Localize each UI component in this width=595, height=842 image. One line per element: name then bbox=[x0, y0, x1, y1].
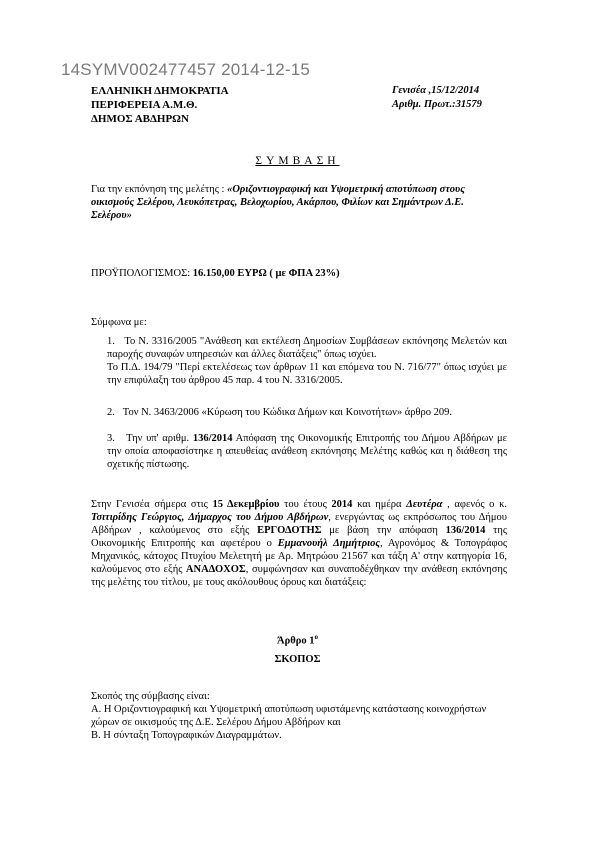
header-line-country: ΕΛΛΗΝΙΚΗ ΔΗΜΟΚΡΑΤΙΑ bbox=[91, 85, 229, 97]
purpose-item-b: Β. Η σύνταξη Τοπογραφικών Διαγραμμάτων. bbox=[91, 730, 282, 741]
item-number: 3. bbox=[107, 433, 115, 444]
header-line-region: ΠΕΡΙΦΕΡΕΙΑ Α.Μ.Θ. bbox=[91, 99, 198, 111]
article-ordinal: ο bbox=[314, 633, 318, 641]
subject-prefix: Για την εκπόνηση της μελέτης : bbox=[91, 184, 228, 195]
contract-date: 15 Δεκεμβρίου bbox=[212, 499, 280, 510]
budget-line bbox=[91, 267, 507, 280]
legal-basis-item bbox=[107, 432, 507, 471]
item-text: Το Ν. 3316/2005 "Ανάθεση και εκτέλεση Δημοσίων Συμβάσεων εκπόνησης Μελετών και παροχής συναφών υπηρεσιών και άλλες διατάξεις" όπως ισχύει. bbox=[107, 336, 508, 360]
item-number: 1. bbox=[107, 336, 115, 347]
purpose-item-a: Α. Η Οριζοντιογραφική και Υψομετρική αποτύπωση υφιστάμενης κατάστασης κοινοχρήστων χώρων σε οικισμούς της Δ.Ε. Σελέρου Δήμου Αβδήρων και bbox=[91, 704, 487, 728]
item-text-post: Απόφαση της Οικονομικής Επιτροπής του Δήμου Αβδήρων με την οποία αποφασίστηκε η απευθείας ανάθεση εκπόνησης Μελέτης καθώς και η διάθεση της σχετικής πίστωσης. bbox=[107, 433, 508, 470]
contract-subject bbox=[91, 183, 507, 222]
budget-label: ΠΡΟΫΠΟΛΟΓΙΣΜΟΣ: bbox=[91, 268, 193, 279]
article-heading: ΣΚΟΠΟΣ bbox=[274, 654, 321, 665]
text-run: και ημέρα bbox=[352, 499, 407, 510]
text-run: της Οικονομικής Επιτροπής και αφετέρου ο bbox=[91, 525, 507, 549]
decision-number: 136/2014 bbox=[445, 525, 486, 536]
article-number bbox=[0, 633, 595, 647]
contract-weekday: Δευτέρα bbox=[406, 499, 443, 510]
contract-year: 2014 bbox=[331, 499, 353, 510]
item-text-pre: Την υπ' αριθμ. bbox=[126, 433, 193, 444]
issuer-header bbox=[91, 84, 229, 126]
decision-number: 136/2014 bbox=[192, 433, 233, 444]
employer-role: ΕΡΓΟΔΟΤΗΣ bbox=[257, 525, 322, 536]
purpose-intro: Σκοπός της σύμβασης είναι: bbox=[91, 691, 210, 702]
text-run: , ενεργώντας ως εκπρόσωπος του Δήμου Αβδήρων , καλούμενος στο εξής bbox=[91, 512, 507, 536]
purpose-section bbox=[91, 690, 507, 742]
document-id-stamp: 14SYMV002477457 2014-12-15 bbox=[61, 60, 311, 79]
item-text-continued: Το Π.Δ. 194/79 "Περί εκτελέσεως των άρθρων 11 και επόμενα του Ν. 716/77" όπως ισχύει με την επιφύλαξη του άρθρου 45 παρ. 4 του Ν. 3316/2005. bbox=[107, 362, 507, 386]
text-run: Στην Γενισέα σήμερα στις bbox=[91, 499, 213, 510]
protocol-number: Αριθμ. Πρωτ.:31579 bbox=[392, 99, 482, 110]
text-run: , Αγρονόμος & Τοπογράφος Μηχανικός, κάτοχος Πτυχίου Μελετητή με Αρ. Μητρώου 21567 και τάξη Α' στην κατηγορία 16, καλούμενος στο εξής bbox=[91, 538, 507, 575]
legal-basis-item bbox=[107, 335, 507, 387]
employer-representative: Τσιτιρίδης Γεώργιος, Δήμαρχος του Δήμου Αβδήρων bbox=[91, 512, 329, 523]
text-run: , συμφώνησαν και συναποδέχθηκαν την ανάθεση εκπόνησης της μελέτης του τίτλου, με τους ακόλουθους όρους και διατάξεις: bbox=[91, 564, 508, 588]
text-run: , αφενός ο κ. bbox=[442, 499, 508, 510]
contractor-name: Εμμανουήλ Δημήτριος bbox=[277, 538, 381, 549]
legal-basis-item bbox=[107, 406, 507, 419]
item-number: 2. bbox=[107, 407, 115, 418]
document-title: ΣΥΜΒΑΣΗ bbox=[255, 155, 340, 167]
item-text: Τον Ν. 3463/2006 «Κύρωση του Κώδικα Δήμων και Κοινοτήτων» άρθρο 209. bbox=[122, 407, 452, 418]
header-line-municipality: ΔΗΜΟΣ ΑΒΔΗΡΩΝ bbox=[91, 113, 189, 125]
contract-parties-paragraph bbox=[91, 498, 507, 589]
contractor-role: ΑΝΑΔΟΧΟΣ bbox=[185, 564, 246, 575]
subject-title: «Οριζοντιογραφική και Υψομετρική αποτύπωση στους οικισμούς Σελέρου, Λευκόπετρας, Βελοχωρίου, Ακάρπου, Φιλίων και Σημάντρων Δ.Ε. Σελέρου» bbox=[91, 184, 465, 221]
document-date: Γενισέα ,15/12/2014 bbox=[392, 85, 480, 96]
text-run: με βάση την απόφαση bbox=[321, 525, 446, 536]
article-label: Άρθρο 1 bbox=[277, 635, 315, 647]
date-protocol-header bbox=[392, 84, 482, 112]
budget-value: 16.150,00 ΕΥΡΩ ( με ΦΠΑ 23%) bbox=[192, 268, 340, 279]
according-to-label: Σύμφωνα με: bbox=[91, 317, 147, 328]
text-run: του έτους bbox=[279, 499, 332, 510]
